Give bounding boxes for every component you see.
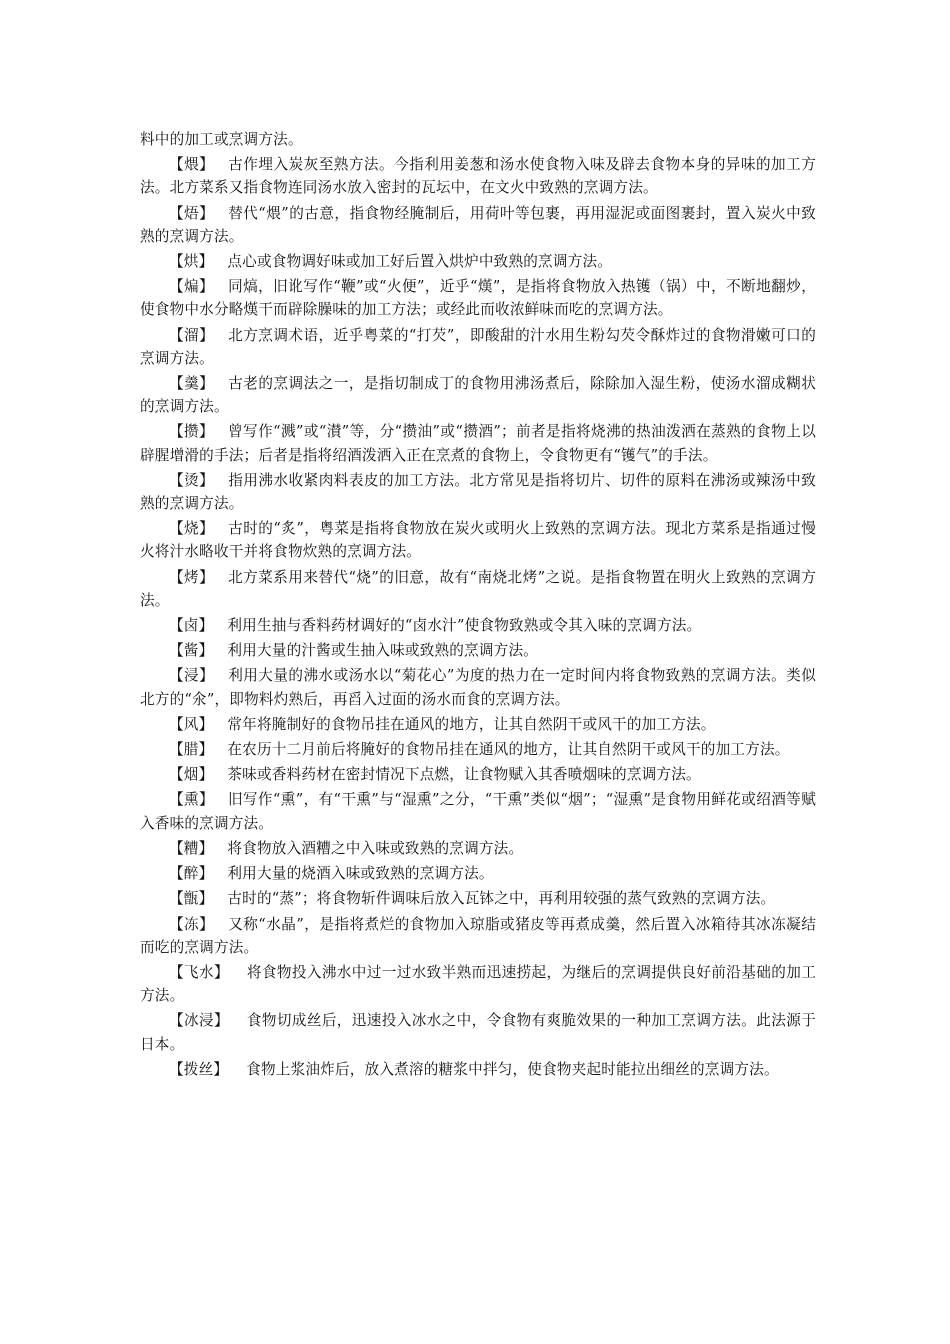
glossary-entry <box>140 324 816 370</box>
entry-term: 【甑】 <box>169 890 214 908</box>
entry-term: 【飞水】 <box>169 963 229 981</box>
glossary-entry <box>140 887 816 910</box>
glossary-entry <box>140 961 816 1007</box>
glossary-entry <box>140 913 816 959</box>
entry-definition: 又称“水晶”，是指将煮烂的食物加入琼脂或猪皮等再煮成羹，然后置入冰箱待其冰冻凝结而吃的烹调方法。 <box>140 915 816 956</box>
entry-definition: 指用沸水收紧肉料表皮的加工方法。北方常见是指将切片、切件的原料在沸汤或辣汤中致熟的烹调方法。 <box>140 471 816 513</box>
entry-term: 【卤】 <box>169 617 214 635</box>
entry-term: 【烤】 <box>169 568 215 586</box>
glossary-entry <box>140 639 816 662</box>
entry-term: 【烟】 <box>169 766 214 784</box>
entry-term: 【溜】 <box>169 326 215 344</box>
glossary-entry <box>140 250 816 273</box>
entry-definition: 北方菜系用来替代“烧”的旧意，故有“南烧北烤”之说。是指食物置在明火上致熟的烹调方法。 <box>140 568 816 609</box>
entry-term: 【烧】 <box>169 520 215 538</box>
entry-definition: 利用大量的沸水或汤水以“菊花心”为度的热力在一定时间内将食物致熟的烹调方法。类似北方的“氽”，即物料灼熟后，再舀入过面的汤水而食的烹调方法。 <box>140 667 816 708</box>
glossary-entry <box>140 664 816 710</box>
glossary-entry <box>140 153 816 199</box>
glossary-entry <box>140 1058 816 1081</box>
entry-definition: 在农历十二月前后将腌好的食物吊挂在通风的地方，让其自然阴干或风干的加工方法。 <box>227 741 790 759</box>
glossary-entry <box>140 837 816 860</box>
entry-definition: 常年将腌制好的食物吊挂在通风的地方，让其自然阴干或风干的加工方法。 <box>227 715 716 733</box>
entry-definition: 北方烹调术语，近乎粤菜的“打芡”，即酸甜的汁水用生粉勾芡令酥炸过的食物滑嫩可口的烹调方法。 <box>140 326 816 367</box>
entry-definition: 利用大量的烧酒入味或致熟的烹调方法。 <box>227 865 494 883</box>
entry-term: 【攒】 <box>169 423 215 441</box>
glossary-entry <box>140 614 816 637</box>
glossary-entries <box>140 153 816 1081</box>
entry-term: 【糟】 <box>169 839 214 857</box>
entry-definition: 食物切成丝后，迅速投入冰水之中，令食物有爽脆效果的一种加工烹调方法。此法源于日本。 <box>140 1012 816 1053</box>
entry-definition: 同熇，旧讹写作“鞭”或“火便”，近乎“熯”，是指将食物放入热镬（锅）中，不断地翻炒，使食物中水分略熯干而辟除臊味的加工方法；或经此而收浓鲜味而吃的烹调方法。 <box>140 278 816 319</box>
glossary-entry <box>140 738 816 761</box>
entry-definition: 食物上浆油炸后，放入煮溶的糖浆中拌匀，使食物夹起时能拉出细丝的烹调方法。 <box>246 1060 779 1078</box>
entry-definition: 将食物投入沸水中过一过水致半熟而迅速捞起，为继后的烹调提供良好前沿基础的加工方法。 <box>140 963 816 1005</box>
entry-term: 【腊】 <box>169 741 214 759</box>
entry-term: 【冰浸】 <box>169 1012 229 1030</box>
entry-definition: 茶味或香料药材在密封情况下点燃，让食物赋入其香喷烟味的烹调方法。 <box>227 766 701 784</box>
entry-term: 【醉】 <box>169 865 214 883</box>
entry-term: 【酱】 <box>169 642 214 660</box>
entry-term: 【熏】 <box>169 791 214 809</box>
entry-definition: 古时的“蒸”；将食物斩件调味后放入瓦钵之中，再利用较强的蒸气致熟的烹调方法。 <box>227 890 776 908</box>
glossary-entry <box>140 202 816 248</box>
document-page <box>140 128 816 1083</box>
entry-definition: 古时的“炙”，粤菜是指将食物放在炭火或明火上致熟的烹调方法。现北方菜系是指通过慢火将汁水略收干并将食物炊熟的烹调方法。 <box>140 520 816 561</box>
glossary-entry <box>140 469 816 515</box>
glossary-entry <box>140 763 816 786</box>
glossary-entry <box>140 1009 816 1055</box>
entry-definition: 利用生抽与香料药材调好的“卤水汁”使食物致熟或令其入味的烹调方法。 <box>227 617 702 635</box>
entry-definition: 点心或食物调好味或加工好后置入烘炉中致熟的烹调方法。 <box>227 253 613 271</box>
entry-term: 【风】 <box>169 715 214 733</box>
glossary-entry <box>140 566 816 612</box>
entry-definition: 古老的烹调法之一，是指切制成丁的食物用沸汤煮后，除除加入湿生粉，使汤水溜成糊状的烹调方法。 <box>140 375 816 416</box>
glossary-entry <box>140 862 816 885</box>
entry-term: 【冻】 <box>169 915 215 933</box>
glossary-entry <box>140 275 816 321</box>
entry-definition: 利用大量的汁酱或生抽入味或致熟的烹调方法。 <box>227 642 539 660</box>
entry-definition: 曾写作“溅”或“濽”等，分“攒油”或“攒酒”；前者是指将烧沸的热油泼洒在蒸熟的食物上以辟腥增滑的手法；后者是指将绍酒泼洒入正在烹煮的食物上，令食物更有“镬气”的手法。 <box>140 423 816 464</box>
entry-definition: 旧写作“熏”，有“干熏”与“湿熏”之分，“干熏”类似“烟”；“湿熏”是食物用鲜花或绍酒等赋入香味的烹调方法。 <box>140 791 816 832</box>
entry-term: 【煸】 <box>169 278 215 296</box>
entry-term: 【羹】 <box>169 375 215 393</box>
entry-term: 【拨丝】 <box>169 1060 229 1078</box>
glossary-entry <box>140 517 816 563</box>
glossary-entry <box>140 420 816 466</box>
entry-definition: 替代“煨”的古意，指食物经腌制后，用荷叶等包裹，再用湿泥或面图裹封，置入炭火中致熟的烹调方法。 <box>140 204 816 245</box>
entry-term: 【烫】 <box>169 471 215 489</box>
entry-term: 【烘】 <box>169 253 214 271</box>
entry-term: 【煨】 <box>169 156 215 174</box>
entry-term: 【浸】 <box>169 667 215 685</box>
entry-definition: 将食物放入酒糟之中入味或致熟的烹调方法。 <box>227 839 524 857</box>
glossary-entry <box>140 372 816 418</box>
glossary-entry <box>140 788 816 834</box>
entry-definition: 古作埋入炭灰至熟方法。今指利用姜葱和汤水使食物入味及辟去食物本身的异味的加工方法。北方菜系又指食物连同汤水放入密封的瓦坛中，在文火中致熟的烹调方法。 <box>140 156 816 197</box>
lead-paragraph: 料中的加工或烹调方法。 <box>140 131 303 148</box>
glossary-entry <box>140 713 816 736</box>
entry-term: 【焐】 <box>169 204 215 222</box>
